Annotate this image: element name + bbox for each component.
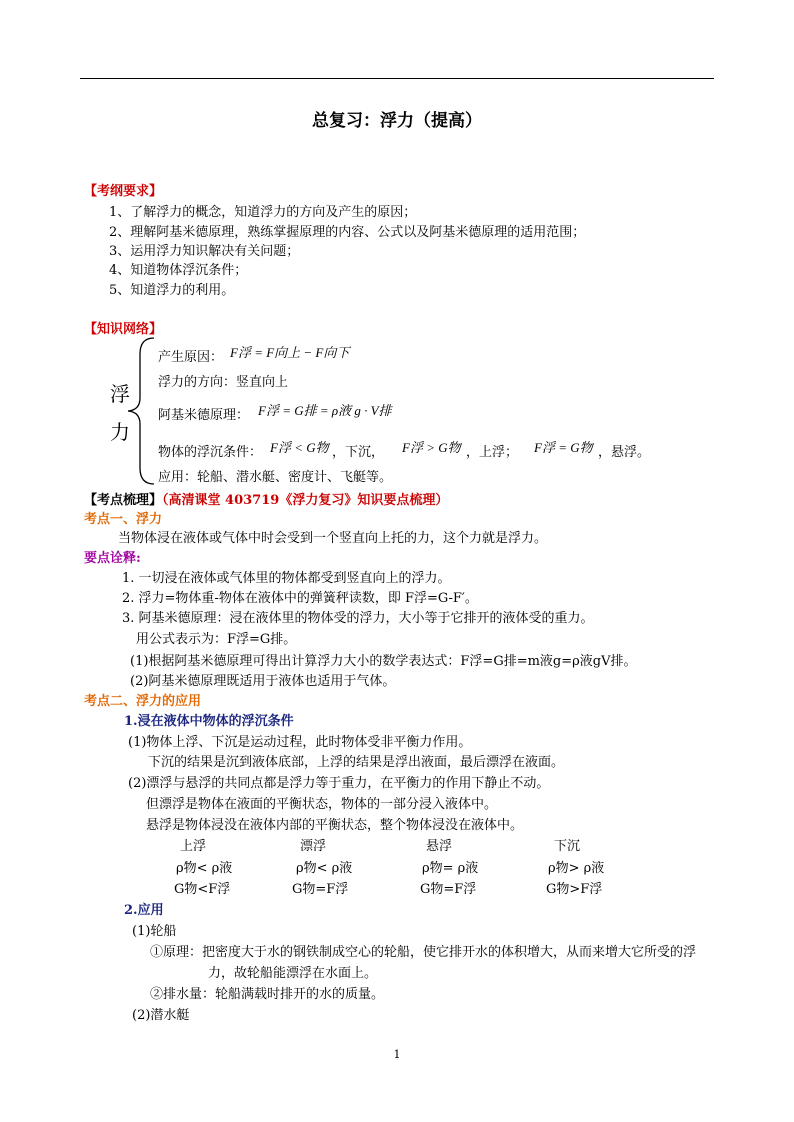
- top-rule: [80, 78, 714, 79]
- note-item: 2. 浮力=物体重-物体在液体中的弹簧秤读数，即 F浮=G-F′。: [122, 591, 478, 606]
- sink-text: ，下沉，: [332, 445, 385, 460]
- notes-title: 要点诠释:: [84, 551, 141, 566]
- sink-label: 物体的浮沉条件：: [158, 445, 263, 460]
- applications-text: 应用：轮船、潜水艇、密度计、飞艇等。: [158, 470, 393, 485]
- paragraph: (2)漂浮与悬浮的共同点都是浮力等于重力，在平衡力的作用下静止不动。: [128, 776, 550, 791]
- direction-text: 浮力的方向：竖直向上: [158, 375, 289, 390]
- state-gravity: G物=F浮: [420, 882, 477, 897]
- brace-label-fu: 浮: [110, 382, 130, 406]
- point1-definition: 当物体浸在液体或气体中时会受到一个竖直向上托的力，这个力就是浮力。: [118, 531, 548, 546]
- state-name: 漂浮: [300, 839, 327, 854]
- sub1-title: 1.浸在液体中物体的浮沉条件: [124, 714, 294, 729]
- cause-label: 产生原因：: [158, 350, 224, 365]
- paragraph: (2)潜水艇: [132, 1008, 190, 1023]
- state-gravity: G物>F浮: [546, 882, 603, 897]
- suspend-formula: F浮 = G物: [534, 440, 593, 455]
- archimedes-label: 阿基米德原理：: [158, 408, 250, 423]
- state-density: ρ物< ρ液: [176, 861, 233, 876]
- syllabus-item: 4、知道物体浮沉条件；: [109, 263, 248, 278]
- sub2-title: 2.应用: [124, 903, 164, 918]
- syllabus-header: 【考纲要求】: [84, 184, 163, 199]
- sink-formula: F浮 < G物: [270, 440, 329, 455]
- note-item: 3. 阿基米德原理：浸在液体里的物体受的浮力，大小等于它排开的液体受的重力。: [122, 611, 594, 626]
- point2-title: 考点二、浮力的应用: [84, 694, 202, 709]
- state-density: ρ物< ρ液: [296, 861, 353, 876]
- network-header: 【知识网络】: [84, 322, 163, 337]
- paragraph: ①原理：把密度大于水的钢铁制成空心的轮船，使它排开水的体积增大，从而来增大它所受的浮: [150, 945, 697, 960]
- archimedes-formula: F浮 = G排 = ρ液 g · V排: [258, 403, 392, 418]
- state-name: 上浮: [180, 839, 207, 854]
- state-name: 下沉: [554, 839, 581, 854]
- points-header-link[interactable]: （高清课堂 403719《浮力复习》知识要点梳理）: [162, 493, 449, 508]
- note-sub-item: (2)阿基米德原理既适用于液体也适用于气体。: [130, 674, 396, 689]
- state-density: ρ物> ρ液: [548, 861, 605, 876]
- paragraph: 力，故轮船能漂浮在水面上。: [208, 966, 378, 981]
- note-sub-item: (1)根据阿基米德原理可得出计算浮力大小的数学表达式：F浮=G排=m液g=ρ液gV排。: [130, 654, 637, 669]
- note-formula: 用公式表示为：F浮=G排。: [136, 632, 297, 647]
- page-number: 1: [393, 1048, 401, 1061]
- cause-formula: F浮 = F向上 − F向下: [230, 345, 350, 360]
- suspend-text: ，悬浮。: [598, 445, 651, 460]
- page-title: 总复习：浮力（提高）: [312, 111, 482, 131]
- state-density: ρ物= ρ液: [422, 861, 479, 876]
- state-gravity: G物=F浮: [292, 882, 349, 897]
- syllabus-item: 2、理解阿基米德原理，熟练掌握原理的内容、公式以及阿基米德原理的适用范围；: [109, 225, 586, 240]
- paragraph: (1)轮船: [132, 924, 177, 939]
- paragraph: (1)物体上浮、下沉是运动过程，此时物体受非平衡力作用。: [128, 735, 472, 750]
- brace-label-li: 力: [110, 420, 130, 444]
- paragraph: ②排水量：轮船满载时排开的水的质量。: [150, 987, 385, 1002]
- point1-title: 考点一、浮力: [84, 512, 163, 527]
- paragraph: 下沉的结果是沉到液体底部，上浮的结果是浮出液面，最后漂浮在液面。: [148, 755, 565, 770]
- syllabus-item: 1、了解浮力的概念，知道浮力的方向及产生的原因；: [109, 205, 417, 220]
- note-item: 1. 一切浸在液体或气体里的物体都受到竖直向上的浮力。: [122, 571, 451, 586]
- syllabus-item: 5、知道浮力的利用。: [109, 283, 235, 298]
- syllabus-item: 3、运用浮力知识解决有关问题；: [109, 244, 300, 259]
- state-gravity: G物<F浮: [174, 882, 231, 897]
- state-name: 悬浮: [426, 839, 453, 854]
- points-header-main: 【考点梳理】: [84, 493, 163, 508]
- float-text: ，上浮；: [466, 445, 519, 460]
- paragraph: 悬浮是物体浸没在液体内部的平衡状态，整个物体浸没在液体中。: [146, 818, 524, 833]
- float-formula: F浮 > G物: [402, 440, 461, 455]
- points-header: [84, 489, 448, 508]
- brace-icon: [118, 336, 158, 486]
- paragraph: 但漂浮是物体在液面的平衡状态，物体的一部分浸入液体中。: [146, 797, 498, 812]
